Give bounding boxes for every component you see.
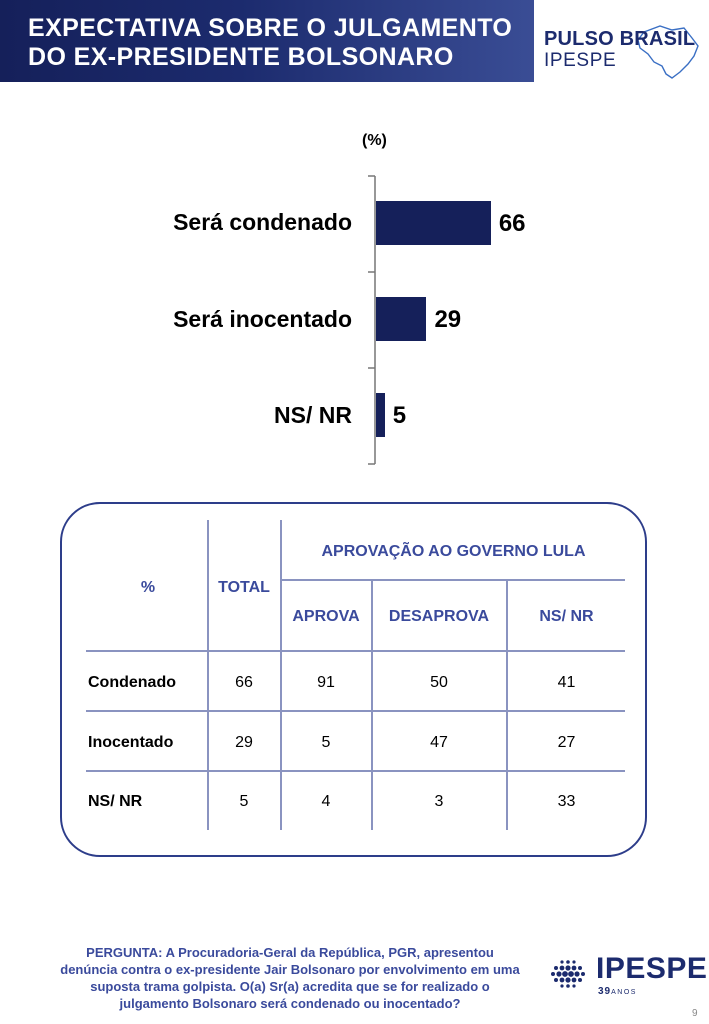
- table-cell: 41: [557, 674, 576, 691]
- table-sub-header: APROVA: [292, 608, 360, 625]
- bar: [376, 201, 491, 245]
- table-row-label: NS/ NR: [88, 793, 143, 810]
- bar-value-label: 5: [392, 402, 407, 429]
- category-label: NS/ NR: [274, 402, 352, 428]
- table-cell: 5: [321, 734, 331, 751]
- bar-value-label: 66: [498, 210, 526, 237]
- table-corner-header: %: [140, 579, 156, 596]
- bar: [376, 393, 385, 437]
- table-sub-header: NS/ NR: [539, 608, 594, 625]
- ipespe-years: [598, 986, 637, 997]
- table-cell: 50: [430, 674, 448, 691]
- title-line-2: DO EX-PRESIDENTE BOLSONARO: [28, 43, 454, 71]
- table-row-label: Inocentado: [88, 734, 174, 751]
- ipespe-dots-icon: [546, 952, 592, 998]
- ipespe-years-num: 39: [598, 986, 612, 997]
- table-group-header: APROVAÇÃO AO GOVERNO LULA: [321, 543, 586, 560]
- brand-name: PULSO BRASIL: [544, 28, 696, 50]
- category-label: Será condenado: [173, 209, 352, 235]
- title-line-1: EXPECTATIVA SOBRE O JULGAMENTO: [28, 14, 513, 42]
- table-total-header: TOTAL: [218, 579, 270, 596]
- page-number: 9: [692, 1008, 698, 1019]
- ipespe-wordmark: IPESPE: [596, 952, 708, 985]
- chart-unit-label: (%): [362, 132, 387, 149]
- table-cell: 4: [321, 793, 331, 810]
- table-cell: 91: [317, 674, 335, 691]
- table-divider: [86, 710, 625, 712]
- table-sub-header: DESAPROVA: [388, 608, 490, 625]
- table-divider: [86, 770, 625, 772]
- table-cell: 33: [557, 793, 576, 810]
- table-divider: [86, 650, 625, 652]
- bar: [376, 297, 426, 341]
- table-cell: 47: [430, 734, 448, 751]
- category-label: Será inocentado: [173, 306, 352, 332]
- chart-axis: [0, 0, 709, 480]
- table-cell: 5: [239, 793, 249, 810]
- survey-question: PERGUNTA: A Procuradoria-Geral da República, PGR, apresentou denúncia contra o ex-presidente Jair Bolsonaro por envolvimento em uma suposta trama golpista. O(a) Sr(a) acredita que se for realizado o julgamento Bolsonaro será condenado ou inocentado?: [60, 945, 520, 1011]
- table-cell: 29: [235, 734, 253, 751]
- ipespe-logo: [546, 950, 708, 1000]
- bar-value-label: 29: [434, 306, 462, 333]
- table-cell: 27: [557, 734, 576, 751]
- table-cell: 66: [235, 674, 253, 691]
- table-row-label: Condenado: [88, 674, 176, 691]
- ipespe-years-word: ANOS: [611, 989, 637, 996]
- brand-sub: IPESPE: [544, 50, 617, 71]
- table-cell: 3: [434, 793, 444, 810]
- table-divider: [281, 579, 625, 581]
